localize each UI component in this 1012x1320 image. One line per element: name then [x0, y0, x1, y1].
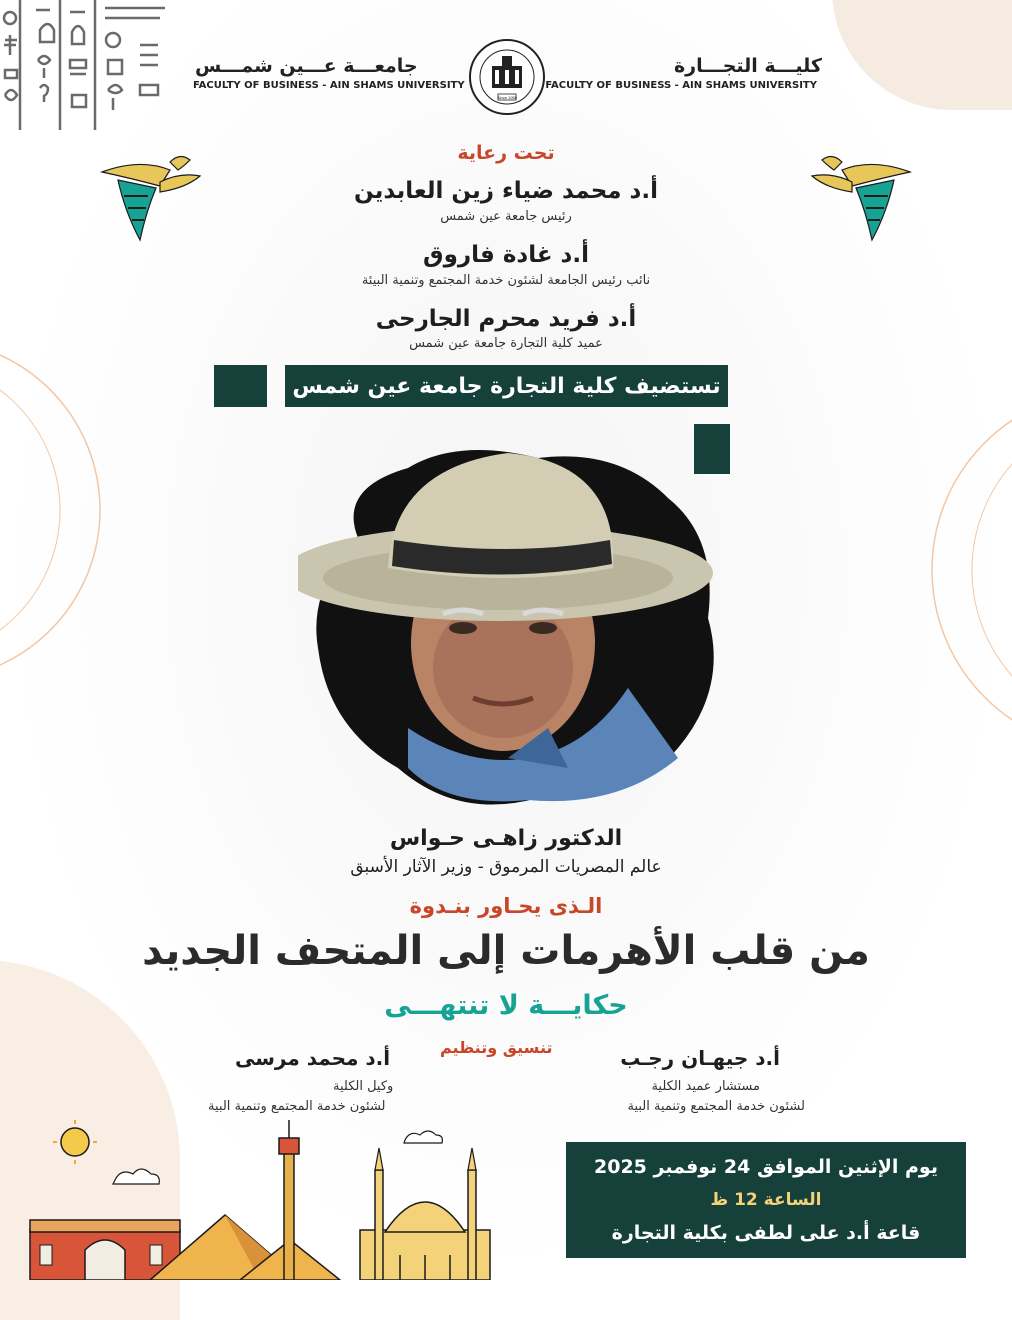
- coordinator-right-role-2: لشئون خدمة المجتمع وتنمية البية: [627, 1099, 805, 1114]
- hieroglyphs-decoration: [0, 0, 170, 135]
- seminar-subtitle: حكايـــة لا تنتهـــى: [384, 990, 628, 1021]
- cairo-skyline-illustration: [0, 1120, 560, 1280]
- coordinator-right-name: أ.د جيهـان رجـب: [620, 1046, 780, 1070]
- header-faculty-en: FACULTY OF BUSINESS - AIN SHAMS UNIVERSITY: [545, 80, 817, 91]
- patron-1-title: رئيس جامعة عين شمس: [440, 209, 572, 224]
- event-date: يوم الإثنين الموافق 24 نوفمبر 2025: [594, 1156, 938, 1178]
- coordinator-right-role: مستشار عميد الكلية: [651, 1079, 760, 1094]
- speaker-title: عالم المصريات المرموق - وزير الآثار الأسبق: [350, 857, 662, 877]
- coordinator-left-role: وكيل الكلية: [333, 1079, 394, 1094]
- host-banner: [285, 365, 728, 407]
- seminar-title: من قلب الأهرمات إلى المتحف الجديد: [142, 928, 870, 974]
- event-time: الساعة 12 ظ: [710, 1190, 822, 1210]
- host-banner-text: تستضيف كلية التجارة جامعة عين شمس: [292, 373, 721, 399]
- patron-3-title: عميد كلية التجارة جامعة عين شمس: [409, 336, 603, 351]
- arc-left-decoration: [0, 330, 120, 690]
- patronage-heading: تحت رعاية: [457, 142, 555, 164]
- seal-since-text: Since 1950: [496, 95, 518, 100]
- event-venue: قاعة أ.د على لطفى بكلية التجارة: [611, 1222, 921, 1244]
- patron-3-name: أ.د فريد محرم الجارحى: [375, 306, 637, 332]
- speaker-portrait: [298, 428, 728, 820]
- coordinator-left-role-2: لشئون خدمة المجتمع وتنمية البية: [208, 1099, 386, 1114]
- header-faculty-ar: كليـــة التجـــارة: [673, 55, 822, 77]
- header-university-ar: جامعـــة عـــين شمـــس: [195, 55, 418, 77]
- patron-1-name: أ.د محمد ضياء زين العابدين: [354, 178, 658, 204]
- header-university-en: FACULTY OF BUSINESS - AIN SHAMS UNIVERSITY: [193, 80, 465, 91]
- event-details-box: [566, 1142, 966, 1258]
- speaker-name: الدكتور زاهـى حـواس: [389, 826, 623, 851]
- banner-accent-block-left: [214, 365, 267, 407]
- patron-2-title: نائب رئيس الجامعة لشئون خدمة المجتمع وتنمية البيئة: [361, 273, 651, 288]
- patron-2-name: أ.د غادة فاروق: [423, 242, 589, 268]
- coordinator-left-name: أ.د محمد مرسى: [235, 1046, 391, 1070]
- seminar-intro: الـذى يحـاور بنـدوة: [409, 894, 603, 918]
- coordination-heading: تنسيق وتنظيم: [440, 1038, 553, 1057]
- university-seal-logo: [468, 38, 546, 116]
- arc-right-decoration: [862, 380, 1012, 760]
